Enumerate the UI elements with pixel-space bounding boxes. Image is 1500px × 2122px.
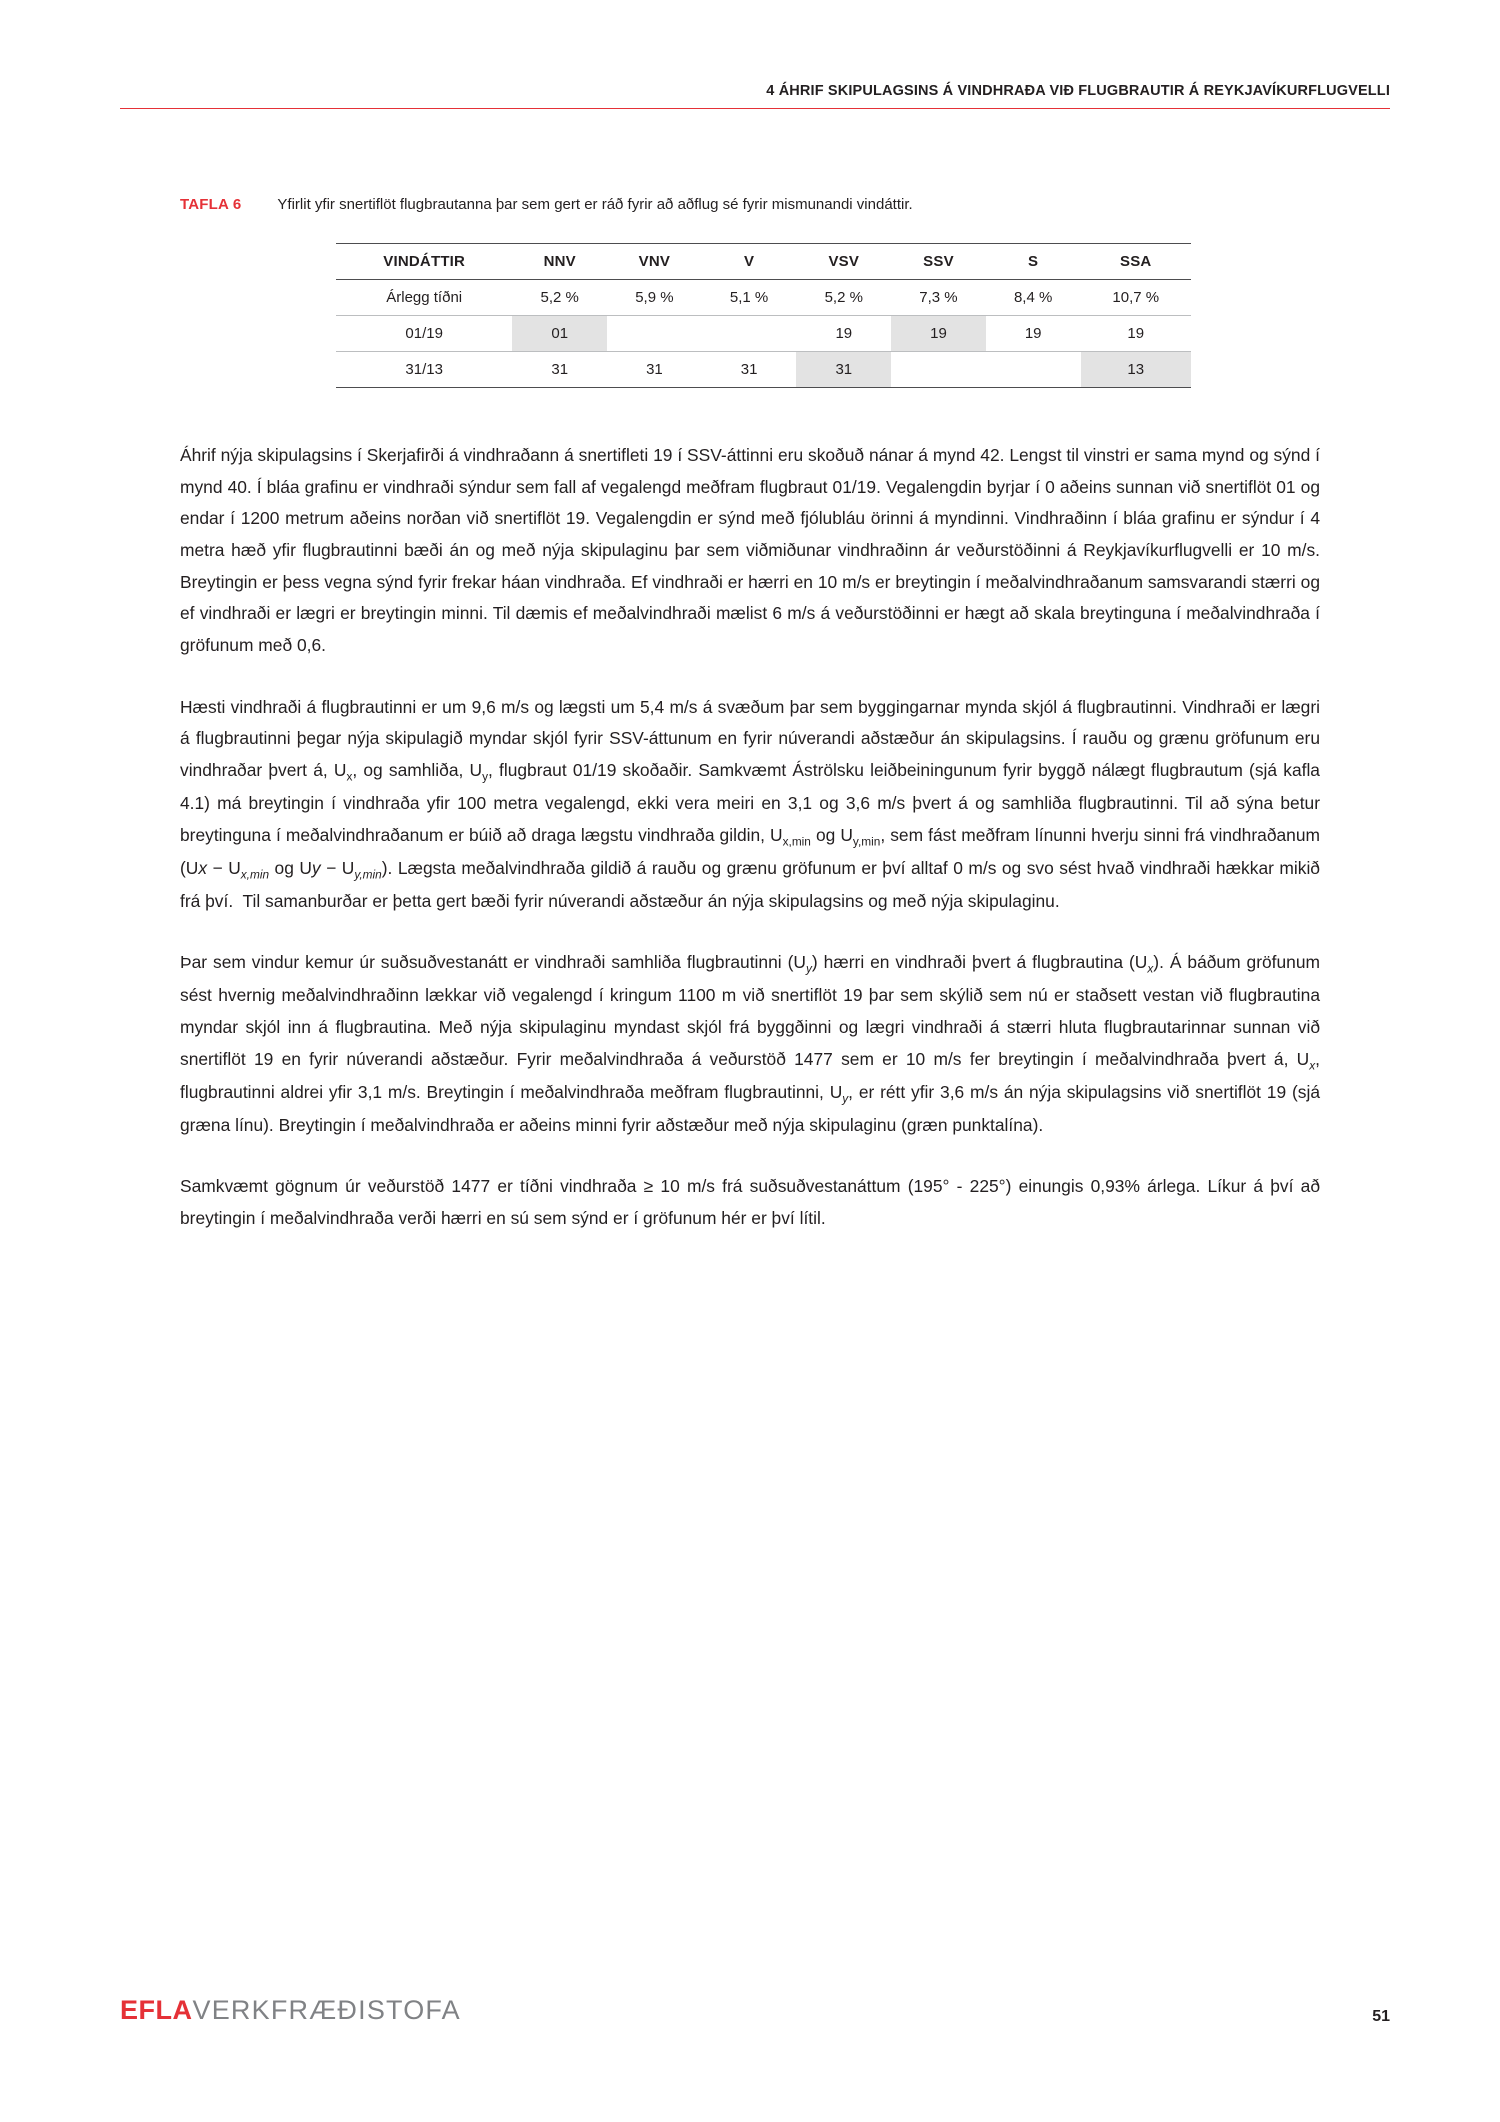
italic-subscript-y: y xyxy=(805,961,812,976)
paragraph-1: Áhrif nýja skipulagsins í Skerjafirði á vindhraðann á snertifleti 19 í SSV-áttinni eru skoðuð nánar á mynd 42. Lengst til vinstri er sama mynd og sýnd í mynd 40. Í bláa grafinu er vindhraði sýndur sem fall af vegalengd meðfram flugbraut 01/19. Vegalengdin byrjar í 0 aðeins sunnan við snertiflöt 01 og endar í 1200 metrum aðeins norðan við snertiflöt 19. Vegalengdin er sýnd með fjólubláu örinni á myndinni. Vindhraðinn í bláa grafinu er sýndur í 4 metra hæð yfir flugbrautinni bæði án og með nýja skipulaginu þar sem viðmiðunar vindhraðinn ár veðurstöðinni á Reykjavíkurflugvelli er 10 m/s. Breytingin er þess vegna sýnd fyrir frekar háan vindhraða. Ef vindhraði er hærri en 10 m/s er breytingin í meðalvindhraðanum samsvarandi stærri og ef vindhraði er lægri er breytingin minni. Til dæmis ef meðalvindhraði mælist 6 m/s á veðurstöðinni er hægt að skala breytinguna í meðalvindhraða í gröfunum með 0,6. xyxy=(180,445,1320,656)
table-caption-text: Yfirlit yfir snertiflöt flugbrautanna þar sem gert er ráð fyrir að aðflug sé fyrir mismunandi vindáttir. xyxy=(277,196,913,213)
paragraph-3-part-b: ) hærri en vindhraði þvert á flugbrautina (U xyxy=(811,952,1148,973)
paragraph-2-part-e: , sem fást meðfram línunni hverju sinni frá vindhraðanum (U xyxy=(180,824,1325,878)
subscript-ymin: y,min xyxy=(852,834,881,849)
table-col-header: SSV xyxy=(891,244,986,280)
subscript-x: x xyxy=(346,769,353,784)
table-cell xyxy=(607,316,702,352)
table-cell: 01 xyxy=(512,316,607,352)
table-cell: 5,9 % xyxy=(607,280,702,316)
table-col-header: VSV xyxy=(796,244,891,280)
table-wrapper xyxy=(336,243,1191,388)
table-cell: 31 xyxy=(796,352,891,388)
paragraph-2-part-d: og U xyxy=(810,824,853,845)
logo-secondary-text: VERKFRÆÐISTOFA xyxy=(192,1995,461,2025)
efla-logo xyxy=(120,1995,461,2026)
italic-y: y xyxy=(311,857,321,878)
paragraph-3 xyxy=(180,947,1325,1141)
paragraph-2-part-b: , og samhliða, U xyxy=(352,760,483,781)
italic-subscript-x: x xyxy=(1147,961,1154,976)
subscript-xmin: x,min xyxy=(782,834,811,849)
logo-primary-text: EFLA xyxy=(120,1995,193,2025)
table-row-label: 01/19 xyxy=(336,316,512,352)
table-col-header: V xyxy=(702,244,797,280)
table-cell: 19 xyxy=(986,316,1081,352)
italic-subscript-x-2: x xyxy=(1309,1058,1316,1073)
paragraph-2-part-a: Hæsti vindhraði á flugbrautinni er um 9,6 m/s og lægsti um 5,4 m/s á svæðum þar sem byggingarnar mynda skjól á flugbrautinni. Vindhraði er lægri á flugbrautinni þegar nýja skipulagið myndar skjól fyrir SSV-áttunum en fyrir núverandi aðstæður án skipulagsins. Í rauðu og grænu gröfunum eru vindhraðar þvert á, U xyxy=(180,696,1325,781)
table-cell xyxy=(891,352,986,388)
table-row xyxy=(336,280,1191,316)
table-caption-label: TAFLA 6 xyxy=(180,196,242,213)
subscript-y: y xyxy=(482,769,488,784)
table-col-header: NNV xyxy=(512,244,607,280)
italic-x: x xyxy=(198,857,208,878)
wind-direction-table xyxy=(336,243,1191,388)
paragraph-2-part-i: ). Lægsta meðalvindhraða gildið á rauðu og grænu gröfunum er því alltaf 0 m/s og svo sést hvað vindhraði hækkar mikið frá því. Til samanburðar er þetta gert bæði fyrir núverandi aðstæður án nýja skipulagsins og með nýja skipulaginu. xyxy=(180,857,1325,911)
paragraph-3-part-e: , er rétt yfir 3,6 m/s án nýja skipulagsins við snertiflöt 19 (sjá græna línu). Breytingin í meðalvindhraða er aðeins minni fyrir aðstæður með nýja skipulaginu (græn punktalína). xyxy=(180,1081,1325,1135)
table-row xyxy=(336,316,1191,352)
paragraph-2-part-g: og U xyxy=(269,857,312,878)
table-cell: 31 xyxy=(512,352,607,388)
table-head xyxy=(336,244,1191,280)
table-cell: 5,2 % xyxy=(796,280,891,316)
table-cell: 31 xyxy=(702,352,797,388)
table-cell xyxy=(702,316,797,352)
page-footer xyxy=(120,1995,1390,2026)
table-header-row xyxy=(336,244,1191,280)
table-cell: 7,3 % xyxy=(891,280,986,316)
table-col-header: SSA xyxy=(1081,244,1192,280)
italic-subscript-xmin: x,min xyxy=(240,867,270,882)
table-row-label: 31/13 xyxy=(336,352,512,388)
page-header xyxy=(120,82,1390,109)
table-cell: 19 xyxy=(891,316,986,352)
table-cell: 5,2 % xyxy=(512,280,607,316)
paragraph-2-part-c: , flugbraut 01/19 skoðaðir. Samkvæmt Áströlsku leiðbeiningunum fyrir byggð nálægt flugbrautum (sjá kafla 4.1) má breytingin í vindhraða yfir 100 metra vegalengd, ekki vera meiri en 3,1 og 3,6 m/s þvert á og samhliða flugbrautinni. Til að sýna betur breytinguna í meðalvindhraðanum er búið að draga lægstu vindhraða gildin, U xyxy=(180,760,1325,845)
body-text xyxy=(180,440,1325,1235)
paragraph-2-part-f: − U xyxy=(207,857,241,878)
paragraph-3-part-a: Þar sem vindur kemur úr suðsuðvestanátt er vindhraði samhliða flugbrautinni (U xyxy=(180,952,806,973)
table-cell: 10,7 % xyxy=(1081,280,1192,316)
table-row xyxy=(336,352,1191,388)
table-cell xyxy=(986,352,1081,388)
table-cell: 13 xyxy=(1081,352,1192,388)
page-number: 51 xyxy=(1372,2008,1390,2025)
table-col-header: VNV xyxy=(607,244,702,280)
table-cell: 5,1 % xyxy=(702,280,797,316)
running-header-title: 4 ÁHRIF SKIPULAGSINS Á VINDHRAÐA VIÐ FLUGBRAUTIR Á REYKJAVÍKURFLUGVELLI xyxy=(766,83,1390,99)
italic-subscript-y-2: y xyxy=(842,1091,849,1106)
table-caption xyxy=(180,196,1390,213)
table-cell: 19 xyxy=(796,316,891,352)
table-cell: 19 xyxy=(1081,316,1192,352)
table-col-header: VINDÁTTIR xyxy=(336,244,512,280)
table-body xyxy=(336,280,1191,388)
table-col-header: S xyxy=(986,244,1081,280)
paragraph-2-part-h: − U xyxy=(320,857,355,878)
paragraph-3-part-d: , flugbrautinni aldrei yfir 3,1 m/s. Breytingin í meðalvindhraða meðfram flugbrautinni, U xyxy=(180,1048,1325,1102)
paragraph-3-part-c: ). Á báðum gröfunum sést hvernig meðalvindhraðinn lækkar við vegalengd í kringum 1100 m við snertiflöt 19 þar sem skýlið sem nú er staðsett vestan við flugbrautina myndar skjól inn á flugbrautina. Með nýja skipulaginu myndast skjól frá byggðinni og lægri vindhraði á stærri hluta flugbrautarinnar sunnan við snertiflöt 19 en fyrir núverandi aðstæður. Fyrir meðalvindhraða á veðurstöð 1477 sem er 10 m/s fer breytingin í meðalvindhraða þvert á, U xyxy=(180,952,1325,1069)
table-row-label: Árlegg tíðni xyxy=(336,280,512,316)
paragraph-4: Samkvæmt gögnum úr veðurstöð 1477 er tíðni vindhraða ≥ 10 m/s frá suðsuðvestanáttum (195° - 225°) einungis 0,93% árlega. Líkur á því að breytingin í meðalvindhraða verði hærri en sú sem sýnd er í gröfunum hér er því lítil. xyxy=(180,1176,1320,1228)
table-cell: 31 xyxy=(607,352,702,388)
paragraph-2 xyxy=(180,692,1325,918)
italic-subscript-ymin: y,min xyxy=(354,867,382,882)
table-cell: 8,4 % xyxy=(986,280,1081,316)
